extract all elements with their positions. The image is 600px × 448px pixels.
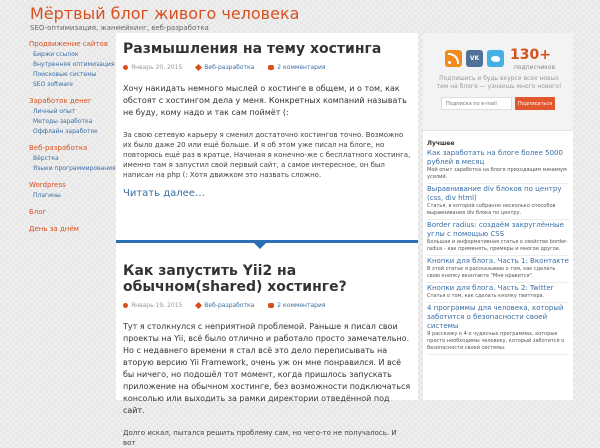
post-comments[interactable]: 2 комментария bbox=[277, 301, 326, 309]
post-lead: Хочу накидать немного мыслей о хостинге в общем, и о том, как обстоят с хостингом дела у меня. Конкретных компаний называть не буду, кому надо и так сам поймёт (: bbox=[123, 84, 407, 117]
post-hosting bbox=[123, 41, 411, 201]
menu-item-personal[interactable]: Личный опыт bbox=[33, 108, 76, 115]
menu-item-plugins[interactable]: Плагины bbox=[33, 192, 61, 199]
subscriber-count-label: подписчиков bbox=[514, 64, 556, 71]
menu-item-methods[interactable]: Методы заработка bbox=[33, 118, 93, 125]
subscribe-button[interactable]: Подписаться bbox=[515, 97, 555, 110]
best-item-link[interactable]: Кнопки для блога. Часть 2: Twitter bbox=[427, 284, 554, 292]
clock-icon bbox=[123, 303, 128, 308]
vk-icon[interactable]: VK bbox=[466, 50, 483, 67]
menu-item-seo-software[interactable]: SEO software bbox=[33, 81, 73, 88]
best-item-desc: Я расскажу о 4-х чудесных программах, которые просто необходимы человеку, который заботится о безопасности своей системы. bbox=[427, 331, 565, 351]
menu-item-offline[interactable]: Оффлайн заработок bbox=[33, 128, 98, 135]
site-description: SEO-оптимизация, жанмейкинг, веб-разработка bbox=[30, 24, 209, 32]
menu-head-daily[interactable]: День за днём bbox=[29, 225, 79, 233]
read-more-link[interactable]: Читать далее… bbox=[123, 188, 205, 199]
best-item-link[interactable]: Кнопки для блога. Часть 1: Вконтакте bbox=[427, 257, 569, 265]
twitter-icon[interactable] bbox=[487, 50, 504, 67]
menu-head-wordpress[interactable]: Wordpress bbox=[29, 181, 66, 189]
best-item bbox=[427, 303, 569, 355]
best-item-link[interactable]: Border radius: создаём закруглённые углы с помощью CSS bbox=[427, 221, 564, 238]
site-header bbox=[30, 4, 430, 32]
folder-icon bbox=[195, 63, 202, 70]
best-posts-title: Лучшее bbox=[427, 140, 455, 147]
subscriber-count: 130+ bbox=[510, 47, 551, 63]
menu-item-markup[interactable]: Вёрстка bbox=[33, 155, 59, 162]
menu-item-languages[interactable]: Языки программирования bbox=[33, 165, 116, 172]
menu-item-link-exchanges[interactable]: Биржи ссылок bbox=[33, 51, 79, 58]
folder-icon bbox=[195, 301, 202, 308]
comment-icon bbox=[268, 303, 274, 308]
best-posts bbox=[423, 131, 573, 400]
site-title[interactable]: Мёртвый блог живого человека bbox=[30, 4, 300, 23]
right-sidebar bbox=[423, 33, 573, 400]
menu-head-money[interactable]: Заработок денег bbox=[29, 97, 92, 105]
post-title[interactable]: Размышления на тему хостинга bbox=[123, 41, 382, 57]
best-item bbox=[427, 256, 569, 283]
post-yii2 bbox=[123, 263, 411, 448]
best-item-desc: Статья, в которой собранно несколько способов выравнивания div блока по центру. bbox=[427, 203, 556, 216]
best-item-desc: В этой статье я рассказываю о том, как сделать свою кнопку вконтакте "Мне нравится". bbox=[427, 266, 556, 279]
menu-item-search-engines[interactable]: Поисковые системы bbox=[33, 71, 97, 78]
post-comments[interactable]: 2 комментария bbox=[277, 63, 326, 71]
best-item bbox=[427, 184, 569, 220]
best-item-desc: Мой опыт заработка на блоге приходящим минимум усилий. bbox=[427, 167, 567, 180]
menu-group-wordpress bbox=[29, 179, 116, 201]
post-date: Январь 19, 2015 bbox=[131, 301, 183, 309]
best-item bbox=[427, 220, 569, 256]
menu-head-blog[interactable]: Блог bbox=[29, 208, 47, 216]
menu-group-daily bbox=[29, 223, 116, 235]
post-meta bbox=[123, 61, 411, 73]
left-sidebar bbox=[29, 38, 116, 240]
post-body: Долго искал, пытался решить проблему сам, но чего-то не получалось. И вот bbox=[123, 429, 397, 447]
menu-item-onpage[interactable]: Внутренняя оптимизация bbox=[33, 61, 115, 68]
best-item bbox=[427, 283, 569, 303]
best-item-link[interactable]: 4 программы для человека, который заботится о безопасности своей системы bbox=[427, 304, 564, 330]
post-title[interactable]: Как запустить Yii2 на обычном(shared) хостинге? bbox=[123, 263, 347, 295]
menu-group-seo bbox=[29, 38, 116, 90]
clock-icon bbox=[123, 65, 128, 70]
best-item-link[interactable]: Выравнивание div блоков по центру (css, div html) bbox=[427, 185, 562, 202]
subscribe-box bbox=[423, 33, 573, 131]
post-body: За свою сетевую карьеру я сменил достаточно хостингов точно. Возможно их было даже 20 или ещё больше. И я об этом уже писал на блоге, но повторюсь ещё раз в кратце. Начиная я конечно-же с бесплатного хостинга, именно там я запустил свой первый сайт, а самое интересное, он был написан на php (: Хотя движком это назвать сложно. bbox=[123, 131, 411, 179]
subscribe-text: Подпишись и будь вкурсе всех новых тем на блоге — узнаешь много нового! bbox=[436, 75, 562, 90]
post-date: Январь 20, 2015 bbox=[131, 63, 183, 71]
menu-head-seo[interactable]: Продвижение сайтов bbox=[29, 40, 108, 48]
post-lead: Тут я столкнулся с неприятной проблемой. Раньше я писал свои проекты на Yii, всё было отлично и работало просто замечательно. Но с недавнего времени я стал всё это дело переписывать на вторую версию Yii Framework, очень уж он мне понравился. И всё бы ничего, но подошёл тот момент, когда пришлось запускать приложение на обычном хостинге, без возможности подключаться консолью или выходить за рамки директории отведённой под сайт. bbox=[123, 322, 411, 415]
menu-group-money bbox=[29, 95, 116, 137]
best-item-link[interactable]: Как заработать на блоге более 5000 рублей в месяц bbox=[427, 149, 563, 166]
comment-icon bbox=[268, 65, 274, 70]
post-meta bbox=[123, 299, 411, 311]
rss-icon[interactable] bbox=[445, 50, 462, 67]
post-category[interactable]: Веб-разработка bbox=[204, 63, 255, 71]
post-category[interactable]: Веб-разработка bbox=[204, 301, 255, 309]
main-content bbox=[116, 33, 418, 447]
menu-group-blog bbox=[29, 206, 116, 218]
best-item-desc: Большая и информативная статья о свойстве border-radius - как применять, примеры и многое другое. bbox=[427, 239, 568, 252]
post-divider bbox=[116, 240, 418, 243]
menu-group-webdev bbox=[29, 142, 116, 174]
menu-head-webdev[interactable]: Веб-разработка bbox=[29, 144, 88, 152]
best-item-desc: Статья о том, как сделать кнопку твиттера. bbox=[427, 293, 545, 299]
email-input[interactable] bbox=[441, 97, 512, 110]
best-item bbox=[427, 148, 569, 184]
